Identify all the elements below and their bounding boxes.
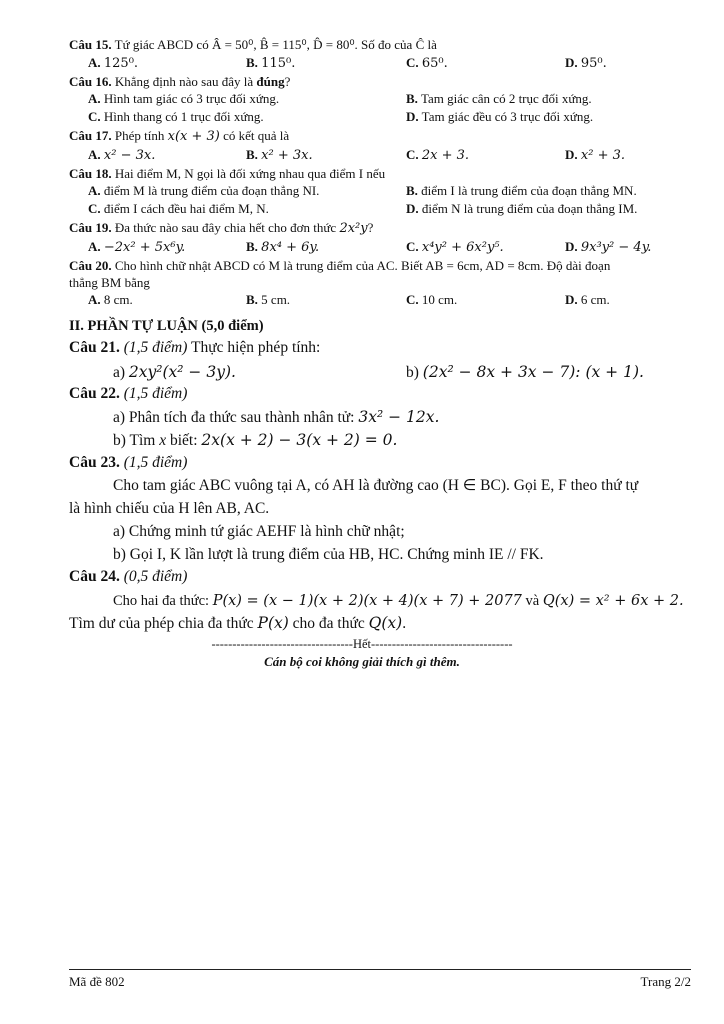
option-a: A. 125⁰.: [88, 55, 139, 71]
option-d: D. 9x³y² − 4y.: [565, 239, 652, 255]
q23-part-b: b) Gọi I, K lần lượt là trung điểm của HB, HC. Chứng minh IE // FK.: [113, 546, 544, 563]
option-b: B. điểm I là trung điểm của đoạn thẳng MN.: [406, 183, 637, 198]
question-23: Câu 23. (1,5 điểm): [69, 454, 188, 471]
q21-part-b: b) (2x² − 8x + 3x − 7): (x + 1).: [406, 363, 644, 381]
option-d: D. 6 cm.: [565, 292, 610, 307]
option-d: D. điểm N là trung điểm của đoạn thẳng IM.: [406, 201, 638, 216]
q23-text-1: Cho tam giác ABC vuông tại A, có AH là đường cao (H ∈ BC). Gọi E, F theo thứ tự: [113, 477, 639, 494]
option-c: C. 10 cm.: [406, 292, 458, 307]
option-c: C. x⁴y² + 6x²y⁵.: [406, 239, 504, 255]
option-a: A. −2x² + 5x⁶y.: [88, 239, 186, 255]
option-b: B. x² + 3x.: [246, 147, 313, 163]
q24-text-2: Tìm dư của phép chia đa thức P(x) cho đa thức Q(x).: [69, 614, 407, 632]
option-b: B. 5 cm.: [246, 292, 291, 307]
question-15: [69, 37, 437, 53]
option-b: B. 8x⁴ + 6y.: [246, 239, 320, 255]
option-a: A. x² − 3x.: [88, 147, 156, 163]
option-d: D. 95⁰.: [565, 55, 607, 71]
option-b: B. 115⁰.: [246, 55, 296, 71]
question-19: Câu 19. Đa thức nào sau đây chia hết cho đơn thức 2x²y?: [69, 220, 374, 236]
q23-text-2: là hình chiếu của H lên AB, AC.: [69, 500, 270, 517]
question-20-cont: thẳng BM bằng: [69, 275, 150, 290]
question-21: Câu 21. (1,5 điểm) Thực hiện phép tính:: [69, 339, 321, 356]
q23-part-a: a) Chứng minh tứ giác AEHF là hình chữ nhật;: [113, 523, 405, 540]
option-a: A. Hình tam giác có 3 trục đối xứng.: [88, 91, 280, 106]
end-marker: ----------------------------------Hết----------------------------------: [211, 637, 513, 651]
exam-code: Mã đề 802: [69, 974, 125, 989]
page-number: Trang 2/2: [640, 974, 691, 989]
option-a: A. 8 cm.: [88, 292, 133, 307]
question-20: Câu 20. Cho hình chữ nhật ABCD có M là trung điểm của AC. Biết AB = 6cm, AD = 8cm. Độ dài đoạn: [69, 258, 611, 273]
q21-part-a: a) 2xy²(x² − 3y).: [113, 363, 236, 381]
option-c: C. điểm I cách đều hai điểm M, N.: [88, 201, 269, 216]
option-a: A. điểm M là trung điểm của đoạn thẳng NI.: [88, 183, 320, 198]
question-24: Câu 24. (0,5 điểm): [69, 568, 188, 585]
option-d: D. Tam giác đều có 3 trục đối xứng.: [406, 109, 594, 124]
footer-divider: [69, 969, 691, 970]
q22-part-a: a) Phân tích đa thức sau thành nhân tử: 3x² − 12x.: [113, 408, 440, 426]
section-heading: II. PHẦN TỰ LUẬN (5,0 điểm): [69, 318, 264, 334]
question-16: Câu 16. Khẳng định nào sau đây là đúng?: [69, 74, 291, 89]
question-18: Câu 18. Hai điểm M, N gọi là đối xứng nhau qua điểm I nếu: [69, 166, 386, 181]
question-label: Câu 15.: [69, 37, 112, 52]
question-17: Câu 17. Phép tính x(x + 3) có kết quả là: [69, 128, 290, 144]
option-c: C. 65⁰.: [406, 55, 448, 71]
question-22: Câu 22. (1,5 điểm): [69, 385, 188, 402]
q22-part-b: b) Tìm x biết: 2x(x + 2) − 3(x + 2) = 0.: [113, 431, 398, 449]
q24-text-1: Cho hai đa thức: P(x) = (x − 1)(x + 2)(x + 4)(x + 7) + 2077 và Q(x) = x² + 6x + 2.: [113, 593, 684, 609]
end-note: Cán bộ coi không giải thích gì thêm.: [264, 654, 460, 669]
option-c: C. Hình thang có 1 trục đối xứng.: [88, 109, 264, 124]
option-c: C. 2x + 3.: [406, 147, 470, 163]
question-text: Tứ giác ABCD có Â = 50⁰, B̂ = 115⁰, D̂ = 80⁰. Số đo của Ĉ là: [114, 37, 437, 52]
option-b: B. Tam giác cân có 2 trục đối xứng.: [406, 91, 592, 106]
option-d: D. x² + 3.: [565, 147, 625, 163]
